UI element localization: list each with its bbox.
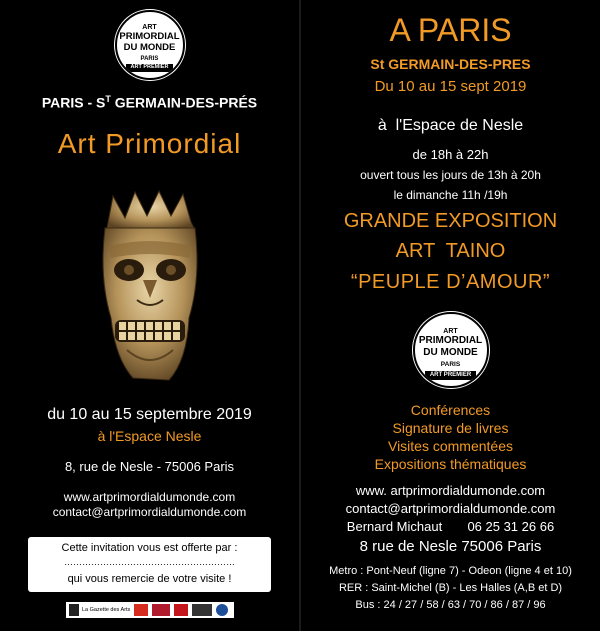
left-dates: du 10 au 15 septembre 2019 (47, 406, 252, 423)
left-venue: à l'Espace Nesle (97, 428, 202, 444)
right-venue: à l'Espace de Nesle (377, 117, 524, 134)
logo-art-primordial: ART PRIMORDIAL DU MONDE PARIS ART PREMIER (413, 312, 489, 388)
invitation-box: Cette invitation vous est offerte par : ………………………………………………… qui vous remercie de votre visite ! (28, 537, 271, 592)
hours: de 18h à 22h (412, 147, 489, 162)
logo-art-primordial: ART PRIMORDIAL DU MONDE PARIS ART PREMIER (115, 10, 185, 80)
sunday-hours: le dimanche 11h /19h (393, 188, 508, 202)
main-title: Art Primordial (57, 128, 242, 159)
expo-line-3: “PEUPLE D’AMOUR” (350, 271, 551, 293)
transport-bus: Bus : 24 / 27 / 58 / 63 / 70 / 86 / 87 / 96 (355, 599, 546, 611)
sponsor-logo-3 (134, 604, 148, 616)
sponsor-logos (66, 602, 234, 618)
event-item: Signature de livres (392, 420, 509, 436)
expo-line-1: GRANDE EXPOSITION (343, 210, 558, 232)
right-dates: Du 10 au 15 sept 2019 (374, 78, 527, 95)
location-line: PARIS - $S^T$ GERMAIN-DES-PRÉS (41, 94, 258, 111)
sponsor-logo-5 (174, 604, 188, 616)
left-email[interactable]: contact@artprimordialdumonde.com (52, 505, 247, 519)
taino-sculpture-image (85, 188, 215, 388)
city-title: A PARIS (389, 12, 512, 48)
sponsor-logo-4 (152, 604, 170, 616)
sponsor-logo-gazette: La Gazette des Arts (82, 607, 131, 613)
district: St GERMAIN-DES-PRES (370, 56, 531, 72)
left-website[interactable]: www.artprimordialdumonde.com (63, 490, 236, 504)
sponsor-logo-6 (192, 604, 212, 616)
contact-name: Bernard Michaut (346, 519, 443, 534)
right-website[interactable]: www. artprimordialdumonde.com (355, 483, 546, 498)
right-panel (301, 0, 600, 631)
transport-rer: RER : Saint-Michel (B) - Les Halles (A,B et D) (338, 582, 563, 594)
event-item: Expositions thématiques (374, 456, 527, 472)
right-email[interactable]: contact@artprimordialdumonde.com (345, 501, 556, 516)
event-item: Conférences (410, 402, 491, 418)
contact-line (301, 519, 600, 534)
open-days: ouvert tous les jours de 13h à 20h (360, 168, 541, 182)
sponsor-logo-1 (69, 604, 79, 616)
right-address: 8 rue de Nesle 75006 Paris (359, 538, 542, 555)
contact-phone: 06 25 31 26 66 (467, 519, 555, 534)
left-address: 8, rue de Nesle - 75006 Paris (64, 459, 235, 474)
event-item: Visites commentées (387, 438, 513, 454)
left-panel (0, 0, 299, 631)
transport-metro: Metro : Pont-Neuf (ligne 7) - Odeon (ligne 4 et 10) (329, 565, 572, 577)
sponsor-logo-7 (216, 604, 228, 616)
expo-line-2: ART TAINO (395, 240, 506, 262)
